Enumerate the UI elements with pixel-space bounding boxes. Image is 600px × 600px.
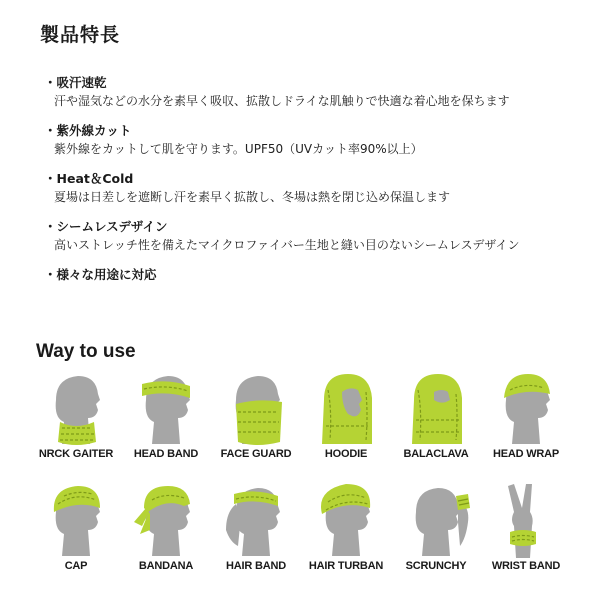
page-title: 製品特長	[40, 24, 121, 46]
usage-label: HEAD BAND	[133, 448, 199, 460]
usage-item-head-band	[118, 370, 214, 478]
head-wrap-icon	[486, 370, 566, 446]
usage-label: WRIST BAND	[491, 560, 561, 572]
feature-item	[44, 218, 584, 254]
usage-item-hoodie	[298, 370, 394, 478]
feature-description: 夏場は日差しを遮断し汗を素早く拡散し、冬場は熱を閉じ込め保温します	[54, 190, 451, 204]
cap-icon	[36, 482, 116, 558]
feature-item	[44, 266, 584, 284]
usage-item-balaclava	[388, 370, 484, 478]
feature-description: 高いストレッチ性を備えたマイクロファイバー生地と縫い目のないシームレスデザイン	[54, 238, 520, 252]
hair-band-icon	[216, 482, 296, 558]
feature-title: ・Heat＆Cold	[44, 171, 134, 186]
usage-label: SCRUNCHY	[405, 560, 467, 572]
feature-item	[44, 170, 584, 206]
usage-label: HAIR BAND	[226, 560, 286, 572]
feature-title: ・様々な用途に対応	[44, 267, 157, 282]
way-to-use-grid	[28, 370, 568, 600]
neck-gaiter-icon	[36, 370, 116, 446]
feature-title: ・吸汗速乾	[44, 75, 107, 90]
balaclava-icon	[396, 370, 476, 446]
feature-title: ・シームレスデザイン	[44, 219, 168, 234]
feature-description: 汗や湿気などの水分を素早く吸収、拡散しドライな肌触りで快適な着心地を保ちます	[54, 94, 510, 108]
way-to-use-title: Way to use	[36, 341, 136, 362]
usage-item-scrunchy	[388, 482, 484, 590]
usage-label: HAIR TURBAN	[308, 560, 384, 572]
usage-label: BANDANA	[138, 560, 194, 572]
feature-description: 紫外線をカットして肌を守ります。UPF50（UVカット率90%以上）	[54, 142, 423, 156]
usage-item-wrist-band	[478, 482, 574, 590]
usage-label: BALACLAVA	[403, 448, 469, 460]
hair-turban-icon	[306, 482, 386, 558]
usage-label: HOODIE	[324, 448, 368, 460]
usage-item-bandana	[118, 482, 214, 590]
usage-item-head-wrap	[478, 370, 574, 478]
usage-item-hair-band	[208, 482, 304, 590]
feature-title: ・紫外線カット	[44, 123, 132, 138]
scrunchy-icon	[396, 482, 476, 558]
usage-item-face-guard	[208, 370, 304, 478]
usage-item-cap	[28, 482, 124, 590]
head-band-icon	[126, 370, 206, 446]
face-guard-icon	[216, 370, 296, 446]
usage-item-hair-turban	[298, 482, 394, 590]
usage-label: CAP	[64, 560, 88, 572]
bandana-icon	[126, 482, 206, 558]
hoodie-icon	[306, 370, 386, 446]
feature-item	[44, 122, 584, 158]
feature-item	[44, 74, 584, 110]
feature-list	[44, 74, 584, 296]
usage-label: NRCK GAITER	[38, 448, 114, 460]
usage-item-neck-gaiter	[28, 370, 124, 478]
usage-label: HEAD WRAP	[492, 448, 560, 460]
usage-label: FACE GUARD	[220, 448, 292, 460]
wrist-band-icon	[486, 482, 566, 558]
